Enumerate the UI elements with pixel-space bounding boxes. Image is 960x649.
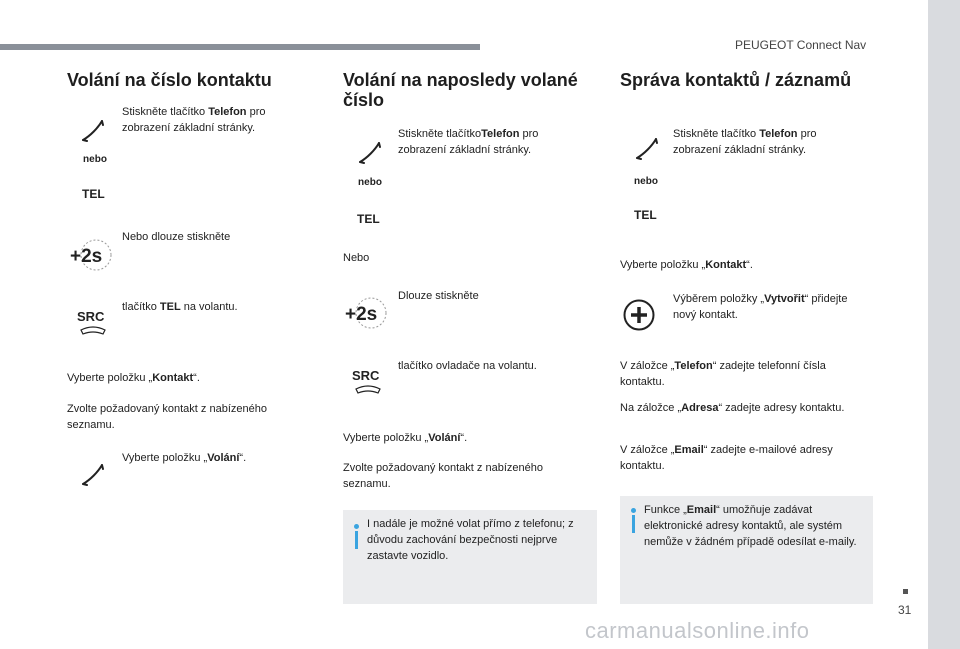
long-press-2s-icon bbox=[343, 295, 387, 331]
add-contact-plus-icon bbox=[622, 298, 656, 332]
col1-nebo: nebo bbox=[83, 154, 107, 165]
side-tab bbox=[928, 0, 960, 649]
col2-para1: Vyberte položku „Volání“. bbox=[343, 432, 468, 444]
side-dot bbox=[903, 589, 908, 594]
svg-text:+2s: +2s bbox=[70, 246, 103, 267]
info-icon-dot bbox=[354, 524, 359, 529]
col3-info-box bbox=[620, 496, 873, 604]
col3-para1: Vyberte položku „Kontakt“. bbox=[620, 259, 753, 271]
phone-icon bbox=[80, 118, 106, 144]
col1-title: Volání na číslo kontaktu bbox=[67, 70, 272, 90]
col2-info-box bbox=[343, 510, 597, 604]
col3-para3: Na záložce „Adresa“ zadejte adresy kontaktu. bbox=[620, 402, 845, 414]
col1-tel-label: TEL bbox=[82, 187, 105, 201]
watermark: carmanualsonline.info bbox=[585, 618, 810, 643]
col1-step3: tlačítko TEL na volantu. bbox=[122, 301, 238, 313]
col2-nebo2: Nebo bbox=[343, 252, 370, 264]
col2-step1: Stiskněte tlačítkoTelefon pro zobrazení základní stránky. bbox=[398, 128, 539, 156]
col2-nebo: nebo bbox=[358, 177, 382, 188]
col1-para2: Zvolte požadovaný kontakt z nabízeného seznamu. bbox=[67, 403, 267, 431]
info-icon-bar bbox=[632, 515, 635, 533]
col1-para1: Vyberte položku „Kontakt“. bbox=[67, 372, 200, 384]
col2-tel-label: TEL bbox=[357, 212, 380, 226]
col3-nebo: nebo bbox=[634, 176, 658, 187]
phone-icon bbox=[634, 136, 660, 162]
col2-para2: Zvolte požadovaný kontakt z nabízeného seznamu. bbox=[343, 462, 543, 490]
col1-step1: Stiskněte tlačítko Telefon pro zobrazení základní stránky. bbox=[122, 106, 266, 134]
col2-src-label: SRC bbox=[352, 368, 380, 383]
steering-phone-icon bbox=[354, 385, 382, 395]
col3-tel-label: TEL bbox=[634, 208, 657, 222]
top-rule bbox=[0, 44, 480, 50]
phone-icon bbox=[80, 462, 106, 488]
col1-src-label: SRC bbox=[77, 309, 105, 324]
svg-text:+2s: +2s bbox=[345, 304, 378, 325]
col1-step4: Vyberte položku „Volání“. bbox=[122, 452, 247, 464]
steering-phone-icon bbox=[79, 326, 107, 336]
col2-step2: Dlouze stiskněte bbox=[398, 290, 479, 302]
phone-icon bbox=[357, 140, 383, 166]
col2-title: Volání na naposledy volané číslo bbox=[343, 70, 578, 110]
info-icon-bar bbox=[355, 531, 358, 549]
col3-step2: Výběrem položky „Vytvořit“ přidejte nový kontakt. bbox=[673, 293, 848, 321]
col3-para2: V záložce „Telefon“ zadejte telefonní čísla kontaktu. bbox=[620, 360, 826, 388]
long-press-2s-icon bbox=[68, 237, 112, 273]
col3-para4: V záložce „Email“ zadejte e-mailové adresy kontaktu. bbox=[620, 444, 833, 472]
col2-info-text: I nadále je možné volat přímo z telefonu; z důvodu zachování bezpečnosti nejprve zastavte vozidlo. bbox=[367, 518, 574, 562]
col3-title: Správa kontaktů / záznamů bbox=[620, 70, 852, 90]
info-icon-dot bbox=[631, 508, 636, 513]
col3-step1: Stiskněte tlačítko Telefon pro zobrazení základní stránky. bbox=[673, 128, 817, 156]
brand-label: PEUGEOT Connect Nav bbox=[735, 38, 867, 52]
col2-step3: tlačítko ovladače na volantu. bbox=[398, 360, 537, 372]
col3-info-text: Funkce „Email“ umožňuje zadávat elektronické adresy kontaktů, ale systém nemůže v žádném případě odesílat e-maily. bbox=[644, 504, 857, 548]
col1-step2: Nebo dlouze stiskněte bbox=[122, 231, 231, 243]
page-number: 31 bbox=[898, 603, 912, 617]
